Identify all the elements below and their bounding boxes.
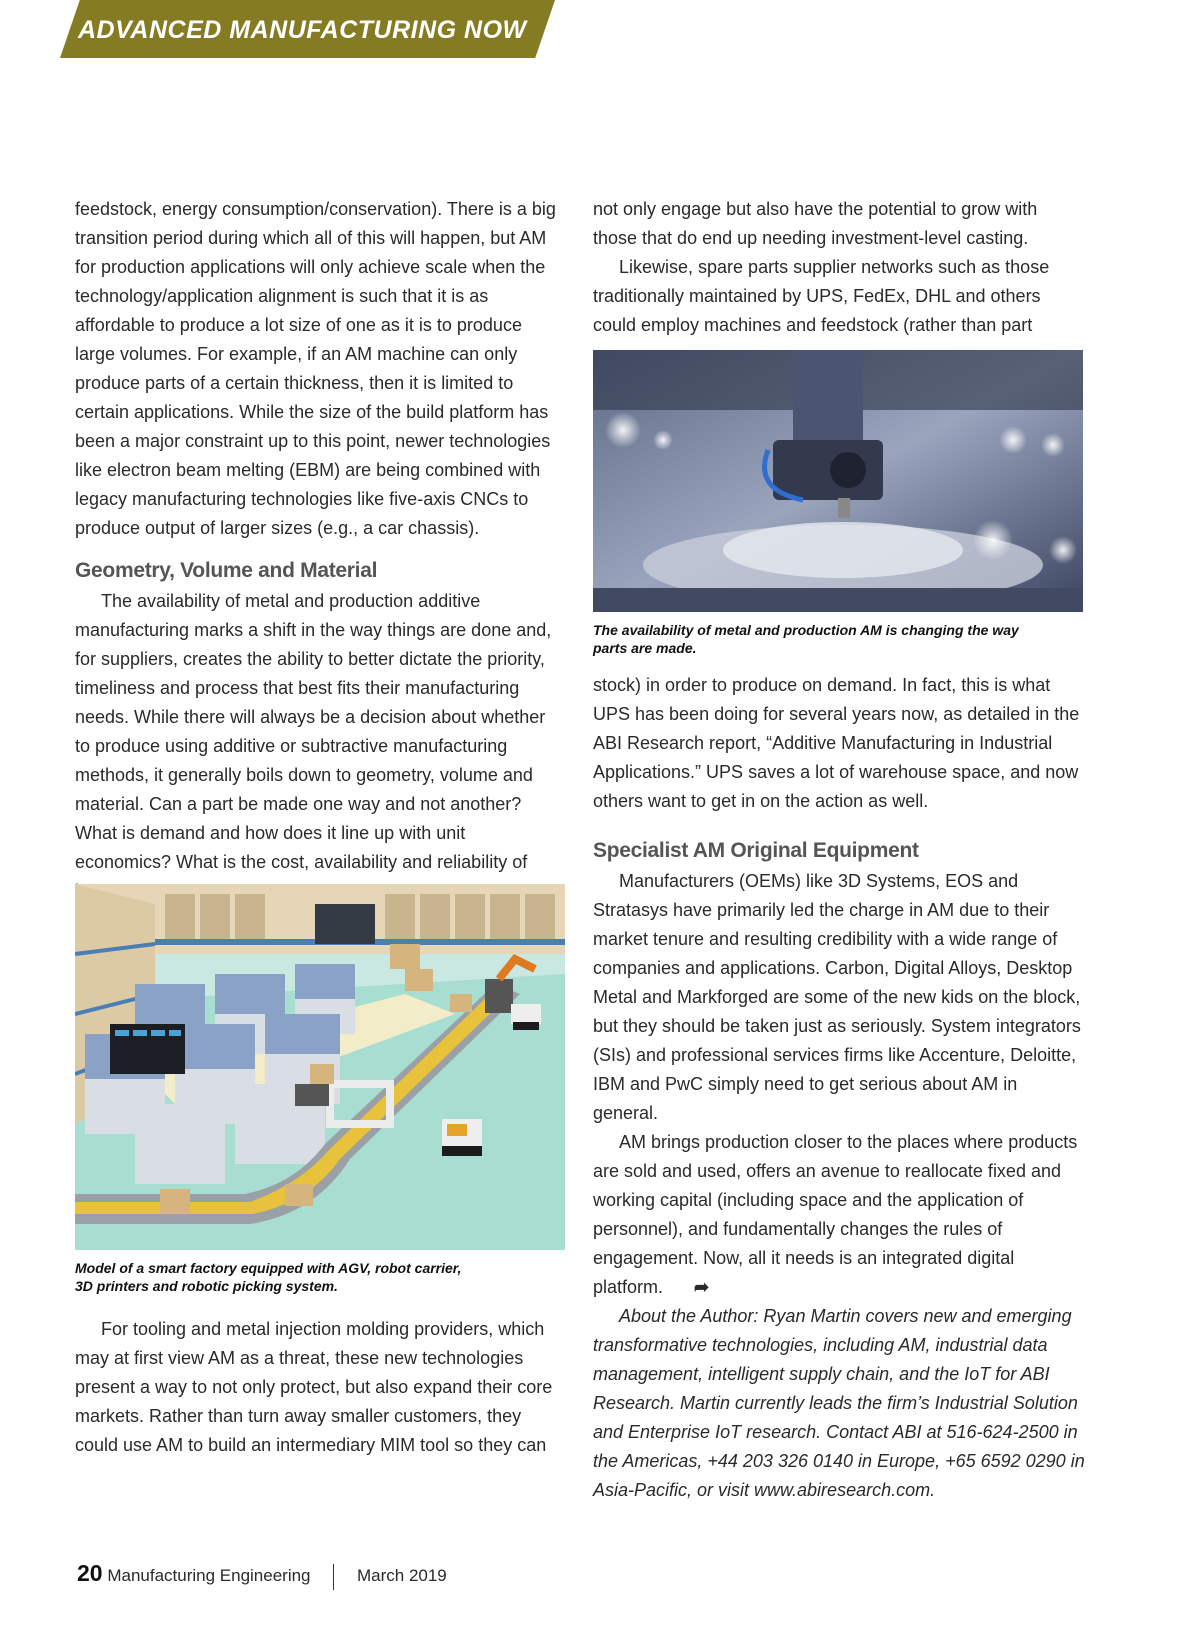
paragraph: not only engage but also have the potential to grow with those that do end up needing investment-level casting. [593,199,1038,248]
section-banner-title: ADVANCED MANUFACTURING NOW [78,16,527,44]
section-heading-specialist: Specialist AM Original Equipment [593,839,919,862]
right-column-mid [593,671,1086,816]
right-column-bottom [593,867,1086,1505]
figure-caption-printer [593,621,1086,657]
paragraph: For tooling and metal injection molding providers, which may at first view AM as a threat, these new technologies present a way to not only protect, but also expand their core markets. Rather than turn away smaller customers, they could use AM to build an intermediary MIM tool so they can [75,1319,553,1455]
figure-caption-smart-factory [75,1259,565,1295]
paragraph [593,1128,1086,1302]
paragraph: Manufacturers (OEMs) like 3D Systems, EOS and Stratasys have primarily led the charge in AM due to their market tenure and resulting credibility with a wide range of companies and applications. Carbon, Digital Alloys, Desktop Metal and Markforged are some of the new kids on the block, but they should be taken just as seriously. System integrators (SIs) and professional services firms like Accenture, Deloitte, IBM and PwC simply need to get serious about AM in general. [593,871,1081,1123]
paragraph: stock) in order to produce on demand. In fact, this is what UPS has been doing for several years now, as detailed in the ABI Research report, “Additive Manufacturing in Industrial Applications.” UPS saves a lot of warehouse space, and now others want to get in on the action as well. [593,675,1080,811]
paragraph: Likewise, spare parts supplier networks such as those traditionally maintained by UPS, FedEx, DHL and others could employ machines and feedstock (rather than part [593,257,1050,335]
left-column-bottom [75,1315,565,1460]
paragraph: feedstock, energy consumption/conservation). There is a big transition period during which all of this will happen, but AM for production applications will only achieve scale when the technology/application alignment is such that it is as affordable to produce a lot size of one as it is to produce large volumes. For example, if an AM machine can only produce parts of a certain thickness, then it is limited to certain applications. While the size of the build platform has been a major constraint up to this point, newer technologies like electron beam melting (EBM) are being combined with legacy manufacturing technologies like five-axis CNCs to produce output of larger sizes (e.g., a car chassis). [75,199,556,538]
issue-date: March 2019 [356,1566,447,1585]
page-footer [77,1560,447,1590]
paragraph: The availability of metal and production additive manufacturing marks a shift in the way things are done and, for suppliers, creates the ability to better dictate the priority, timeliness and process that best fits their manufacturing needs. While there will always be a decision about whether to produce using additive or subtractive manufacturing methods, it generally boils down to geometry, volume and material. Can a part be made one way and not another? What is demand and how does it line up with unit economics? What is the cost, availability and reliability of [75,591,552,872]
left-column-top [75,195,565,543]
caption-line: Model of a smart factory equipped with AGV, robot carrier, [75,1260,462,1276]
end-of-article-icon: ➦ [694,1277,710,1297]
right-column-top [593,195,1086,340]
caption-line: 3D printers and robotic picking system. [75,1278,338,1294]
author-bio: About the Author: Ryan Martin covers new and emerging transformative technologies, including AM, industrial data management, intelligent supply chain, and the IoT for ABI Research. Martin currently leads the firm’s Industrial Solution and Enterprise IoT research. Contact ABI at 516-624-2500 in the Americas, +44 203 326 0140 in Europe, +65 6592 0290 in Asia-Pacific, or visit www.abiresearch.com. [593,1306,1085,1500]
section-heading-geometry: Geometry, Volume and Material [75,559,378,582]
metal-3d-printer-photo [593,350,1083,612]
footer-divider [333,1564,334,1590]
publication-name: Manufacturing Engineering [107,1566,311,1585]
smart-factory-illustration [75,884,565,1250]
caption-line: parts are made. [593,640,697,656]
left-column-mid [75,587,565,906]
paragraph-text: AM brings production closer to the places where products are sold and used, offers an avenue to reallocate fixed and working capital (including space and the application of personnel), and fundamentally changes the rules of engagement. Now, all it needs is an integrated digital platform. [593,1132,1078,1297]
page-number: 20 [77,1560,103,1586]
caption-line: The availability of metal and production AM is changing the way [593,622,1019,638]
